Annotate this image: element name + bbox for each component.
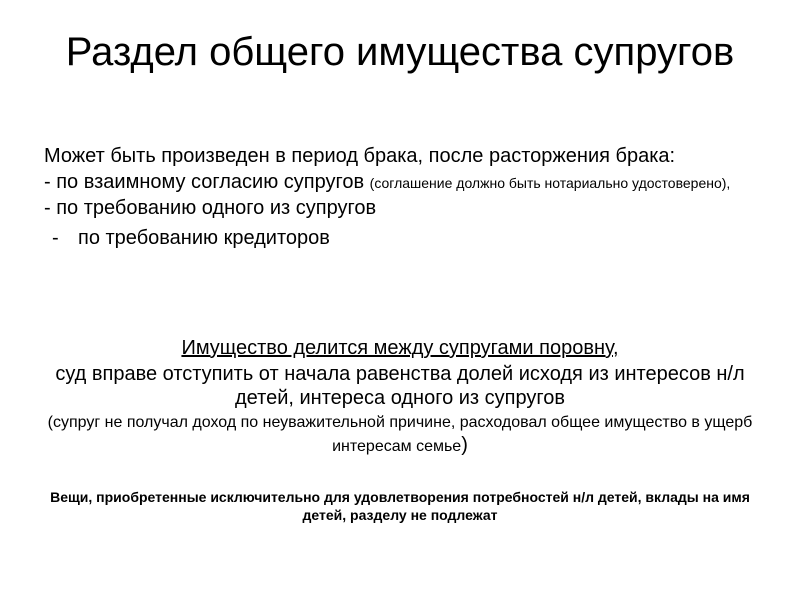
- excluded-property-note: Вещи, приобретенные исключительно для удовлетворения потребностей н/л детей, вклады на имя детей, разделу не подлежат: [50, 489, 750, 523]
- list-item-creditors: [44, 226, 764, 250]
- slide-title: Раздел общего имущества супругов: [65, 30, 735, 74]
- list-item-demand-one-spouse: - по требованию одного из супругов: [44, 197, 377, 219]
- list-item-lead: Может быть произведен в период брака, после расторжения брака:: [44, 145, 676, 167]
- mutual-consent-note: (соглашение должно быть нотариально удостоверено),: [369, 175, 731, 191]
- list-item-mutual-consent: [44, 170, 764, 194]
- creditors-text: по требованию кредиторов: [78, 227, 330, 249]
- court-deviation-text: суд вправе отступить от начала равенства долей исходя из интересов н/л детей, интереса одного из супругов: [55, 363, 745, 409]
- deviation-reason-close-paren: ): [461, 434, 468, 456]
- mutual-consent-text: - по взаимному согласию супругов: [44, 171, 365, 193]
- partition-conditions-list: [44, 144, 764, 250]
- deviation-reason-text: (супруг не получал доход по неуважительной причине, расходовал общее имущество в ущерб интересам семье: [47, 414, 753, 455]
- dash-marker: -: [52, 227, 59, 249]
- equal-division-rule: Имущество делится между супругами поровну,: [181, 337, 619, 359]
- deviation-reason-note: [30, 412, 770, 458]
